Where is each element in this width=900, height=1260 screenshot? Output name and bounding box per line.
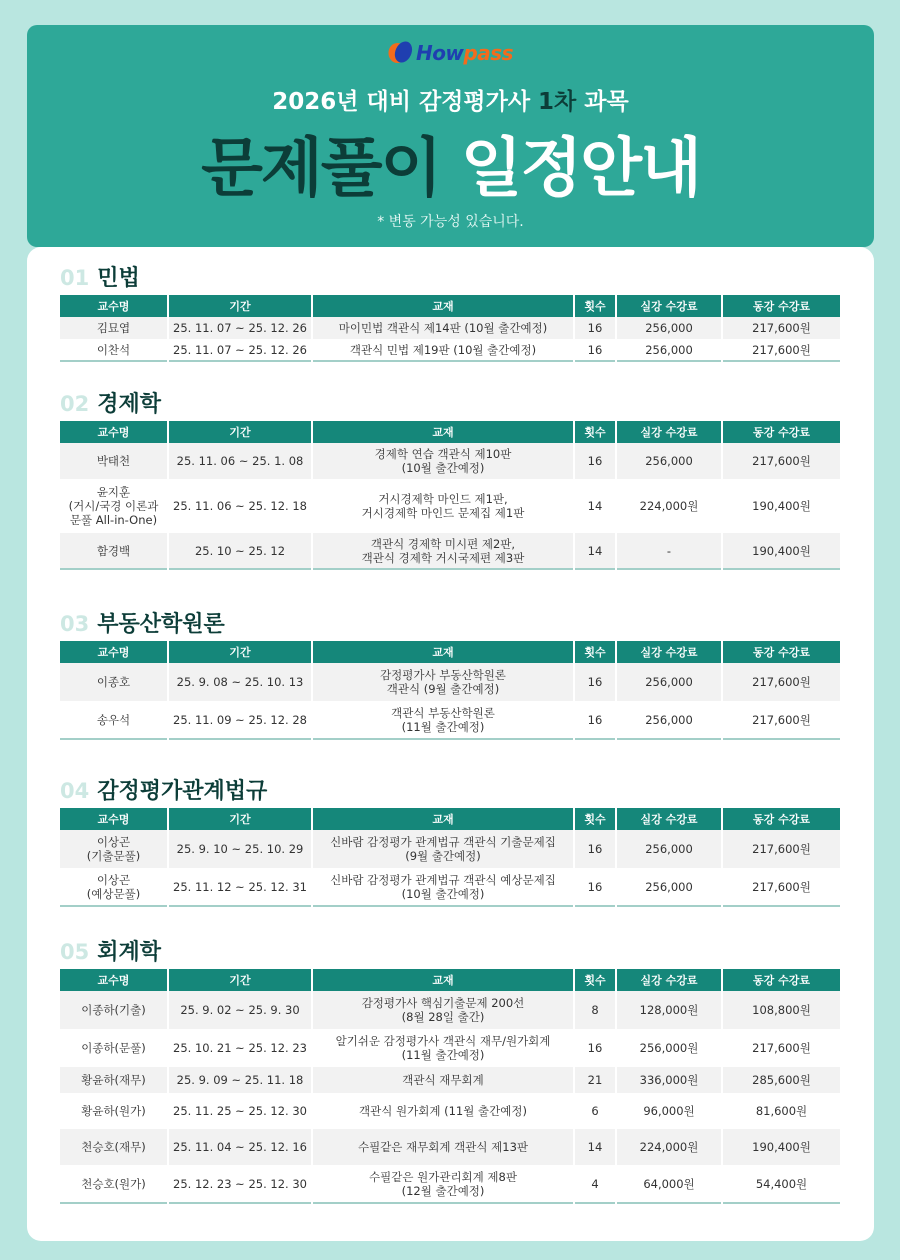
- column-header: 기간: [168, 421, 312, 443]
- section-number: 04: [60, 779, 90, 803]
- section-title: 부동산학원론: [97, 612, 225, 637]
- table-cell: 이종하(기출): [60, 991, 168, 1029]
- table-cell: 25. 10. 21 ~ 25. 12. 23: [168, 1029, 312, 1067]
- table-cell: 객관식 민법 제19판 (10월 출간예정): [312, 339, 574, 361]
- column-header: 횟수: [574, 969, 616, 991]
- table-cell: 25. 9. 08 ~ 25. 10. 13: [168, 663, 312, 701]
- section-number: 02: [60, 392, 90, 416]
- table-cell: 16: [574, 663, 616, 701]
- table-cell: 16: [574, 443, 616, 479]
- table-row: [60, 1029, 840, 1067]
- table-cell: 256,000: [616, 868, 722, 906]
- table-cell: 14: [574, 479, 616, 533]
- section-heading: [60, 774, 840, 808]
- subtitle: 2026년 대비 감정평가사 1차 과목: [272, 89, 629, 115]
- section-title: 감정평가관계법규: [97, 779, 268, 804]
- table-cell: -: [616, 533, 722, 569]
- table-cell: 64,000원: [616, 1165, 722, 1203]
- table-cell: 217,600원: [722, 868, 840, 906]
- column-header: 교수명: [60, 295, 168, 317]
- column-header: 교수명: [60, 421, 168, 443]
- table-cell: 알기쉬운 감정평가사 객관식 재무/원가회계 (11월 출간예정): [312, 1029, 574, 1067]
- table-row: [60, 991, 840, 1029]
- table-cell: 16: [574, 317, 616, 339]
- table-cell: 거시경제학 마인드 제1판, 거시경제학 마인드 문제집 제1판: [312, 479, 574, 533]
- section-05: [60, 935, 840, 1204]
- table-cell: 경제학 연습 객관식 제10판 (10월 출간예정): [312, 443, 574, 479]
- table-cell: 25. 11. 07 ~ 25. 12. 26: [168, 339, 312, 361]
- table-cell: 신바람 감정평가 관계법규 객관식 기출문제집 (9월 출간예정): [312, 830, 574, 868]
- column-header: 실강 수강료: [616, 969, 722, 991]
- column-header: 기간: [168, 808, 312, 830]
- section-heading: [60, 607, 840, 641]
- table-cell: 25. 11. 06 ~ 25. 1. 08: [168, 443, 312, 479]
- table-cell: 256,000원: [616, 1029, 722, 1067]
- table-cell: 25. 11. 09 ~ 25. 12. 28: [168, 701, 312, 739]
- page-title: 문제풀이 일정안내: [201, 132, 700, 206]
- schedule-table: [60, 808, 840, 907]
- table-cell: 객관식 원가회계 (11월 출간예정): [312, 1093, 574, 1129]
- table-cell: 256,000: [616, 663, 722, 701]
- schedule-table: [60, 295, 840, 362]
- table-row: [60, 1093, 840, 1129]
- column-header: 교수명: [60, 808, 168, 830]
- column-header: 동강 수강료: [722, 808, 840, 830]
- table-cell: 25. 10 ~ 25. 12: [168, 533, 312, 569]
- table-cell: 256,000: [616, 443, 722, 479]
- table-cell: 객관식 부동산학원론 (11월 출간예정): [312, 701, 574, 739]
- column-header: 실강 수강료: [616, 421, 722, 443]
- table-cell: 190,400원: [722, 533, 840, 569]
- section-03: [60, 607, 840, 740]
- table-cell: 16: [574, 868, 616, 906]
- column-header: 교수명: [60, 969, 168, 991]
- section-heading: [60, 935, 840, 969]
- table-cell: 336,000원: [616, 1067, 722, 1093]
- table-cell: 16: [574, 701, 616, 739]
- table-cell: 이종호: [60, 663, 168, 701]
- table-row: [60, 701, 840, 739]
- column-header: 교재: [312, 969, 574, 991]
- table-row: [60, 479, 840, 533]
- table-cell: 108,800원: [722, 991, 840, 1029]
- table-cell: 217,600원: [722, 1029, 840, 1067]
- table-cell: 신바람 감정평가 관계법규 객관식 예상문제집 (10월 출간예정): [312, 868, 574, 906]
- section-04: [60, 774, 840, 907]
- table-row: [60, 1165, 840, 1203]
- table-cell: 황윤하(재무): [60, 1067, 168, 1093]
- table-cell: 8: [574, 991, 616, 1029]
- table-cell: 객관식 재무회계: [312, 1067, 574, 1093]
- table-cell: 천승호(원가): [81, 1176, 146, 1191]
- column-header: 교재: [312, 808, 574, 830]
- table-row: [60, 339, 840, 361]
- table-cell: 이상곤 (기출문풀): [60, 830, 168, 868]
- schedule-table: [60, 969, 840, 1204]
- table-cell: 황윤하(원가): [81, 1104, 146, 1118]
- column-header: 실강 수강료: [616, 641, 722, 663]
- section-02: [60, 387, 840, 570]
- table-cell: 81,600원: [722, 1093, 840, 1129]
- table-cell: 함경백: [60, 533, 168, 569]
- section-title: 회계학: [97, 940, 161, 965]
- table-cell: 285,600원: [722, 1067, 840, 1093]
- column-header: 기간: [168, 295, 312, 317]
- column-header: 횟수: [574, 808, 616, 830]
- table-cell: 마이민법 객관식 제14판 (10월 출간예정): [312, 317, 574, 339]
- table-cell: 25. 11. 04 ~ 25. 12. 16: [168, 1129, 312, 1165]
- table-cell: 256,000: [616, 701, 722, 739]
- table-cell: 김묘엽: [60, 317, 168, 339]
- table-cell: 감정평가사 핵심기출문제 200선 (8월 28일 출간): [312, 991, 574, 1029]
- column-header: 동강 수강료: [722, 969, 840, 991]
- logo-text: Howpass: [415, 41, 514, 65]
- section-title: 민법: [97, 266, 140, 291]
- column-header: 횟수: [574, 641, 616, 663]
- column-header: 교재: [312, 641, 574, 663]
- table-row: [60, 663, 840, 701]
- table-cell: 객관식 경제학 미시편 제2판, 객관식 경제학 거시국제편 제3판: [312, 533, 574, 569]
- column-header: 횟수: [574, 295, 616, 317]
- section-number: 03: [60, 612, 90, 636]
- table-row: [60, 533, 840, 569]
- table-cell: 14: [574, 533, 616, 569]
- table-cell: 감정평가사 부동산학원론 객관식 (9월 출간예정): [312, 663, 574, 701]
- section-number: 01: [60, 266, 90, 290]
- table-cell: 4: [574, 1165, 616, 1203]
- table-row: [60, 443, 840, 479]
- section-heading: [60, 387, 840, 421]
- column-header: 동강 수강료: [722, 421, 840, 443]
- table-cell: 이종하(문풀): [81, 1041, 146, 1055]
- table-row: [60, 1067, 840, 1093]
- column-header: 실강 수강료: [616, 808, 722, 830]
- table-cell: 박태천: [60, 443, 168, 479]
- table-row: [60, 1129, 840, 1165]
- howpass-logo: [388, 41, 513, 65]
- table-cell: 25. 9. 09 ~ 25. 11. 18: [168, 1067, 312, 1093]
- logo-mark-icon: [388, 41, 412, 65]
- column-header: 동강 수강료: [722, 641, 840, 663]
- table-cell: 54,400원: [722, 1165, 840, 1203]
- table-cell: 송우석: [96, 712, 131, 727]
- table-cell: 25. 11. 25 ~ 25. 12. 30: [168, 1093, 312, 1129]
- schedule-table: [60, 421, 840, 570]
- table-cell: 217,600원: [722, 443, 840, 479]
- column-header: 교수명: [60, 641, 168, 663]
- table-cell: 16: [574, 830, 616, 868]
- table-cell: 이상곤 (예상문풀): [86, 872, 141, 901]
- table-cell: 256,000: [616, 339, 722, 361]
- table-cell: 217,600원: [722, 830, 840, 868]
- table-cell: 217,600원: [722, 663, 840, 701]
- column-header: 기간: [168, 969, 312, 991]
- table-cell: 190,400원: [722, 1129, 840, 1165]
- table-row: [60, 868, 840, 906]
- table-cell: 수필같은 원가관리회계 제8판 (12월 출간예정): [312, 1165, 574, 1203]
- column-header: 교재: [312, 421, 574, 443]
- table-cell: 224,000원: [616, 1129, 722, 1165]
- schedule-card: [27, 247, 874, 1241]
- table-cell: 217,600원: [722, 339, 840, 361]
- table-cell: 25. 11. 12 ~ 25. 12. 31: [168, 868, 312, 906]
- section-01: [60, 261, 840, 362]
- table-cell: 25. 9. 10 ~ 25. 10. 29: [168, 830, 312, 868]
- column-header: 동강 수강료: [722, 295, 840, 317]
- table-cell: 윤지훈 (거시/국경 이론과 문풀 All-in-One): [68, 485, 159, 527]
- table-cell: 21: [574, 1067, 616, 1093]
- table-cell: 256,000: [616, 830, 722, 868]
- table-cell: 수필같은 재무회계 객관식 제13판: [312, 1129, 574, 1165]
- table-cell: 14: [574, 1129, 616, 1165]
- table-cell: 224,000원: [616, 479, 722, 533]
- table-cell: 6: [574, 1093, 616, 1129]
- table-cell: 128,000원: [616, 991, 722, 1029]
- table-cell: 190,400원: [722, 479, 840, 533]
- table-cell: 16: [574, 339, 616, 361]
- table-row: [60, 830, 840, 868]
- table-cell: 16: [574, 1029, 616, 1067]
- notice-text: * 변동 가능성 있습니다.: [377, 214, 524, 230]
- section-heading: [60, 261, 840, 295]
- table-cell: 256,000: [616, 317, 722, 339]
- column-header: 횟수: [574, 421, 616, 443]
- schedule-table: [60, 641, 840, 740]
- table-cell: 217,600원: [722, 701, 840, 739]
- section-title: 경제학: [97, 392, 161, 417]
- table-cell: 천승호(재무): [60, 1129, 168, 1165]
- table-cell: 25. 11. 06 ~ 25. 12. 18: [168, 479, 312, 533]
- column-header: 기간: [168, 641, 312, 663]
- table-cell: 217,600원: [722, 317, 840, 339]
- table-cell: 25. 9. 02 ~ 25. 9. 30: [168, 991, 312, 1029]
- table-cell: 25. 11. 07 ~ 25. 12. 26: [168, 317, 312, 339]
- table-cell: 이찬석: [96, 342, 131, 357]
- section-number: 05: [60, 940, 90, 964]
- header-banner: [27, 25, 874, 247]
- table-cell: 25. 12. 23 ~ 25. 12. 30: [168, 1165, 312, 1203]
- table-row: [60, 317, 840, 339]
- column-header: 실강 수강료: [616, 295, 722, 317]
- column-header: 교재: [312, 295, 574, 317]
- table-cell: 96,000원: [616, 1093, 722, 1129]
